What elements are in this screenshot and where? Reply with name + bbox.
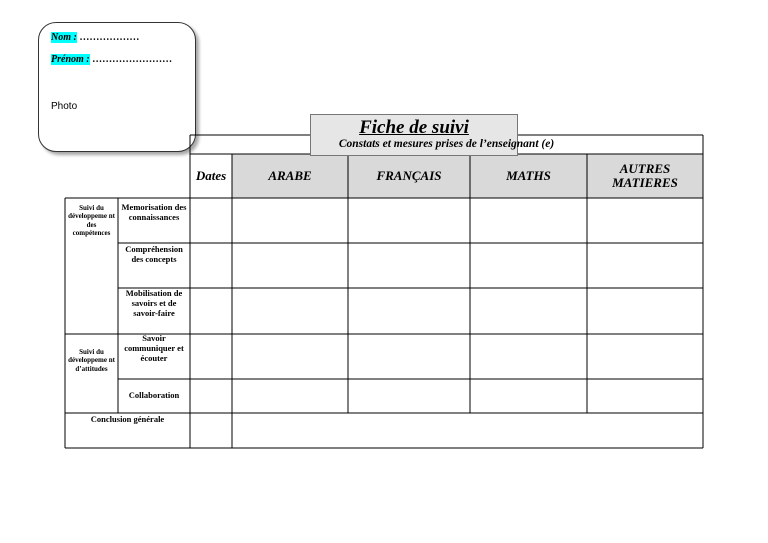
row-label-memorisation: Memorisation des connaissances xyxy=(121,202,187,222)
row-label-communiquer: Savoir communiquer et écouter xyxy=(124,333,184,363)
section-label-attitudes: Suivi du développeme nt d’attitudes xyxy=(68,348,115,373)
col-header-francais: FRANÇAIS xyxy=(376,168,442,184)
row-label-comprehension: Compréhension des concepts xyxy=(125,244,183,264)
photo-label: Photo xyxy=(51,101,78,112)
col-header-arabe: ARABE xyxy=(268,168,312,184)
row-label-mobilisation: Mobilisation de savoirs et de savoir-faire xyxy=(125,288,183,318)
section-label-competences: Suivi du développeme nt des compétences xyxy=(68,204,115,238)
sheet-title: Fiche de suivi xyxy=(359,117,469,138)
conclusion-label: Conclusion générale xyxy=(90,414,165,424)
prenom-label: Prénom : xyxy=(51,54,90,65)
prenom-dots: …………………… xyxy=(89,54,173,65)
nom-label: Nom : xyxy=(51,32,77,43)
row-label-collaboration: Collaboration xyxy=(128,390,180,401)
col-header-maths: MATHS xyxy=(506,168,551,184)
sheet-subtitle: Constats et mesures prises de l’enseignant (e) xyxy=(338,138,555,150)
col-header-autres: AUTRES MATIERES xyxy=(612,161,678,190)
nom-dots: ……………… xyxy=(76,32,140,43)
col-header-dates: Dates xyxy=(195,168,227,184)
